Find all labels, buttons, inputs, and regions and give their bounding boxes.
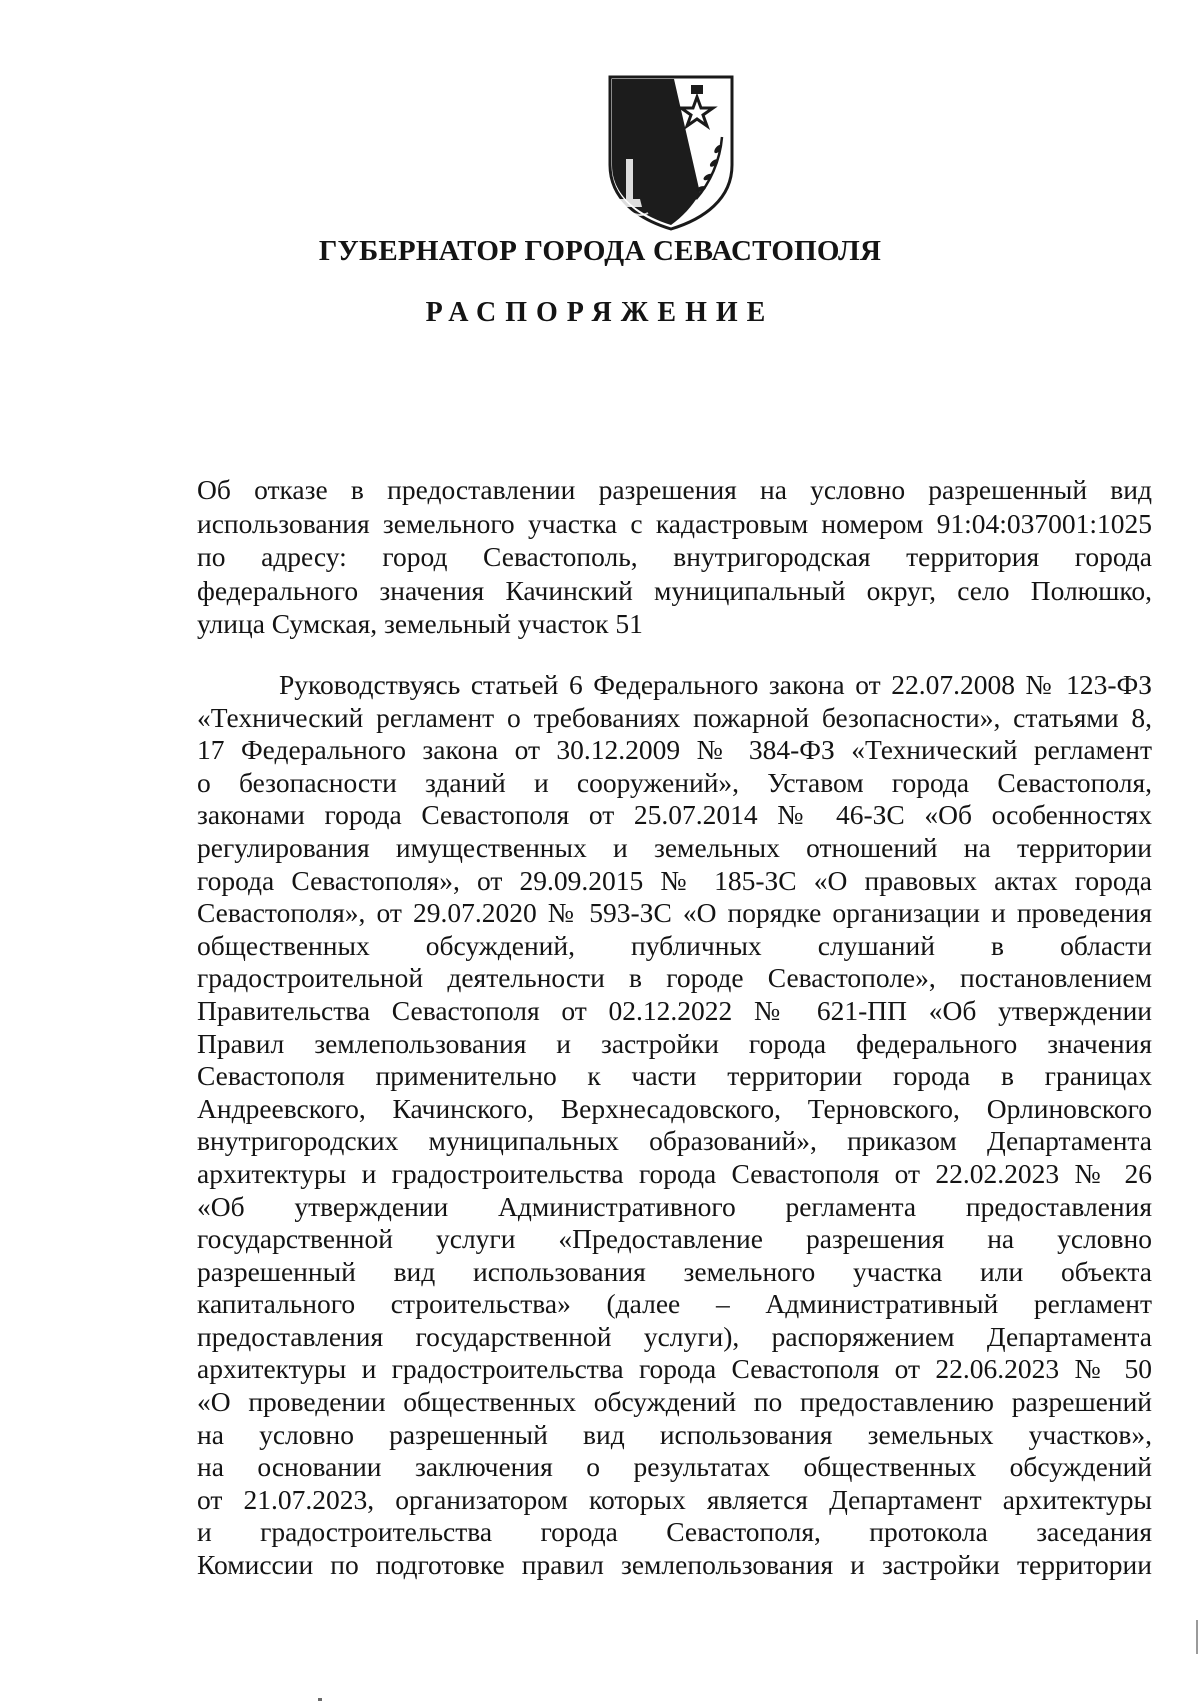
body-line: регулирования имущественных и земельных отношений на территории [197, 831, 1152, 863]
body-line: предоставления государственной услуги), распоряжением Департамента [197, 1320, 1152, 1352]
body-line: Руководствуясь статьей 6 Федерального закона от 22.07.2008 № 123-ФЗ [279, 669, 1152, 700]
body-line: Правил землепользования и застройки города федерального значения [197, 1027, 1152, 1059]
body-line: Правительства Севастополя от 02.12.2022 № 621-ПП «Об утверждении [197, 994, 1152, 1026]
document-subject [197, 473, 1152, 641]
subject-line: улица Сумская, земельный участок 51 [197, 608, 643, 639]
body-line: города Севастополя», от 29.09.2015 № 185-ЗС «О правовых актах города [197, 864, 1152, 896]
body-line: и градостроительства города Севастополя, протокола заседания [197, 1516, 1152, 1548]
body-line: «Технический регламент о требованиях пожарной безопасности», статьями 8, [197, 701, 1152, 733]
body-line: разрешенный вид использования земельного участка или объекта [197, 1255, 1152, 1287]
body-line: Комиссии по подготовке правил землепользования и застройки территории [197, 1549, 1152, 1581]
subject-line: федерального значения Качинский муниципальный округ, село Полюшко, [197, 574, 1152, 606]
body-line: о безопасности зданий и сооружений», Уставом города Севастополя, [197, 766, 1152, 798]
body-line: капитального строительства» (далее – Административный регламент [197, 1288, 1152, 1320]
body-line: общественных обсуждений, публичных слушаний в области [197, 929, 1152, 961]
body-line: градостроительной деятельности в городе Севастополе», постановлением [197, 962, 1152, 994]
body-line: на условно разрешенный вид использования земельных участков», [197, 1418, 1152, 1450]
subject-line: использования земельного участка с кадастровым номером 91:04:037001:1025 [197, 507, 1152, 539]
body-line: архитектуры и градостроительства города Севастополя от 22.06.2023 № 50 [197, 1353, 1152, 1385]
body-line: Севастополя применительно к части территории города в границах [197, 1060, 1152, 1092]
body-line: «Об утверждении Административного регламента предоставления [197, 1190, 1152, 1222]
body-line: на основании заключения о результатах общественных обсуждений [197, 1451, 1152, 1483]
document-body [197, 669, 1152, 1582]
scan-dot-mark [318, 1698, 322, 1701]
body-line: от 21.07.2023, организатором которых является Департамент архитектуры [197, 1483, 1152, 1515]
issuing-authority-title: ГУБЕРНАТОР ГОРОДА СЕВАСТОПОЛЯ [318, 235, 882, 267]
body-line: «О проведении общественных обсуждений по предоставлению разрешений [197, 1386, 1152, 1418]
subject-line: Об отказе в предоставлении разрешения на условно разрешенный вид [197, 474, 1152, 505]
body-line: архитектуры и градостроительства города Севастополя от 22.02.2023 № 26 [197, 1157, 1152, 1189]
body-line: Андреевского, Качинского, Верхнесадовского, Терновского, Орлиновского [197, 1092, 1152, 1124]
coat-of-arms-icon [604, 73, 738, 231]
scan-edge-mark [1196, 1620, 1198, 1654]
subject-line: по адресу: город Севастополь, внутригородская территория города [197, 541, 1152, 572]
body-line: внутригородских муниципальных образований», приказом Департамента [197, 1125, 1152, 1157]
body-line: законами города Севастополя от 25.07.2014 № 46-ЗС «Об особенностях [197, 799, 1152, 831]
document-type-title: РАСПОРЯЖЕНИЕ [425, 297, 775, 328]
body-line: Севастополя», от 29.07.2020 № 593-ЗС «О порядке организации и проведения [197, 897, 1152, 929]
body-line: государственной услуги «Предоставление разрешения на условно [197, 1223, 1152, 1255]
body-line: 17 Федерального закона от 30.12.2009 № 384-ФЗ «Технический регламент [197, 734, 1152, 766]
